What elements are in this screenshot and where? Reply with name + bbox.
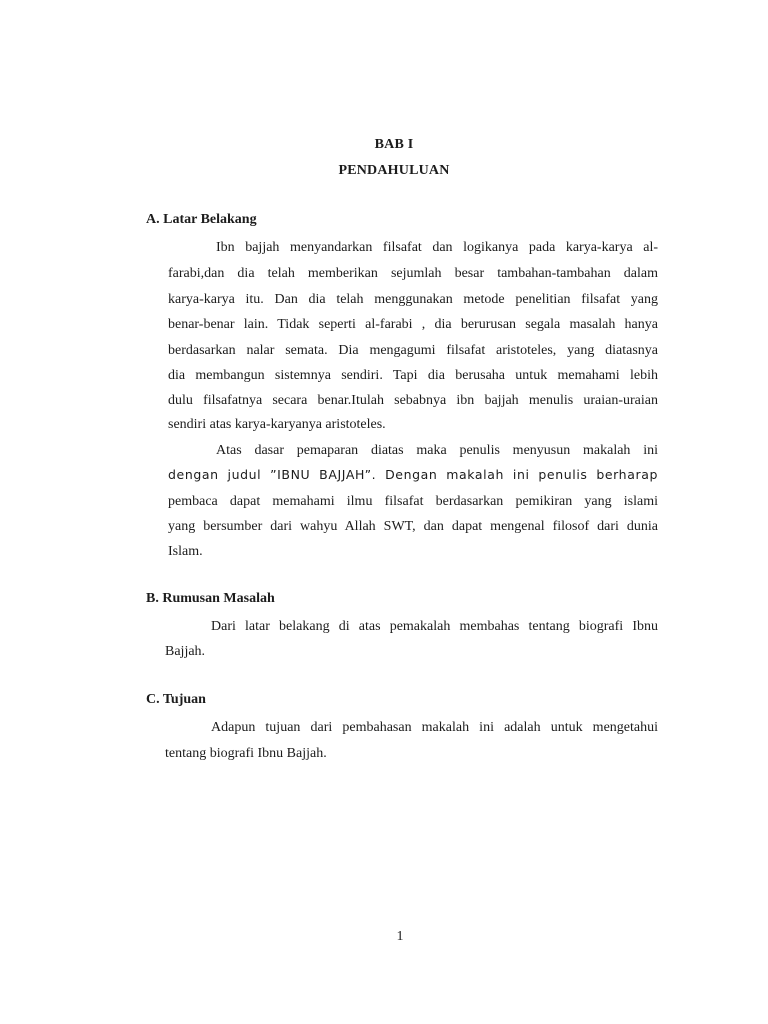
paragraph-line: Ibn bajjah menyandarkan filsafat dan logikanya pada karya-karya al- [216, 240, 658, 255]
paragraph-line: dengan judul ”IBNU BAJJAH”. Dengan makalah ini penulis berharap [168, 467, 658, 482]
paragraph-line: tentang biografi Ibnu Bajjah. [165, 746, 327, 761]
section-b-heading: B. Rumusan Masalah [146, 591, 275, 606]
paragraph-line: pembaca dapat memahami ilmu filsafat berdasarkan pemikiran yang islami [168, 494, 658, 509]
chapter-title: PENDAHULUAN [338, 163, 450, 178]
section-a-heading: A. Latar Belakang [146, 212, 257, 227]
paragraph-line: Dari latar belakang di atas pemakalah membahas tentang biografi Ibnu [211, 619, 658, 634]
paragraph-line: Bajjah. [165, 644, 206, 659]
paragraph-line: yang bersumber dari wahyu Allah SWT, dan dapat mengenal filosof dari dunia [168, 519, 658, 534]
paragraph-line: Atas dasar pemaparan diatas maka penulis menyusun makalah ini [216, 443, 658, 458]
paragraph-line: benar-benar lain. Tidak seperti al-farabi , dia berurusan segala masalah hanya [168, 317, 658, 332]
paragraph-line: Adapun tujuan dari pembahasan makalah ini adalah untuk mengetahui [211, 720, 658, 735]
paragraph-line: berdasarkan nalar semata. Dia mengagumi filsafat aristoteles, yang diatasnya [168, 343, 658, 358]
paragraph-line: dulu filsafatnya secara benar.Itulah sebabnya ibn bajjah menulis uraian-uraian [168, 393, 658, 408]
chapter-number: BAB I [374, 137, 414, 152]
paragraph-line: Islam. [168, 544, 203, 559]
page-number: 1 [396, 929, 404, 944]
paragraph-line: sendiri atas karya-karyanya aristoteles. [168, 417, 386, 432]
paragraph-line: karya-karya itu. Dan dia telah menggunakan metode penelitian filsafat yang [168, 292, 658, 307]
paragraph-line: dia membangun sistemnya sendiri. Tapi dia berusaha untuk memahami lebih [168, 368, 658, 383]
paragraph-line: farabi,dan dia telah memberikan sejumlah besar tambahan-tambahan dalam [168, 266, 658, 281]
section-c-heading: C. Tujuan [146, 692, 206, 707]
